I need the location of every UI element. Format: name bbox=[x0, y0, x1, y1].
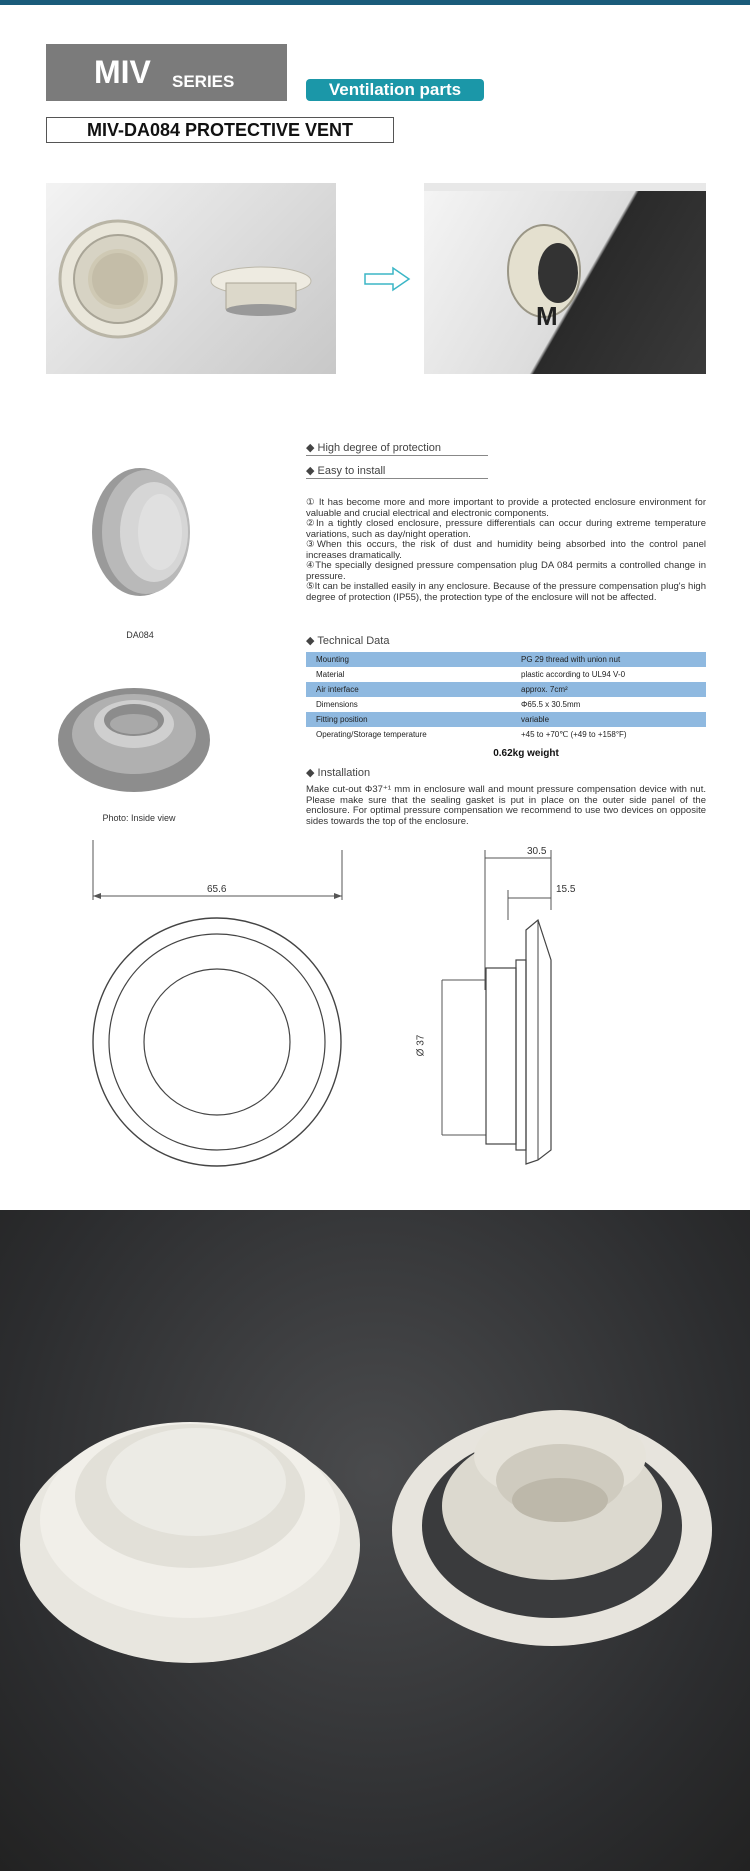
table-label: Dimensions bbox=[306, 697, 511, 712]
table-value: Φ65.5 x 30.5mm bbox=[511, 697, 706, 712]
product-closeup-photo bbox=[0, 1210, 750, 1871]
series-main: MIV bbox=[94, 54, 151, 90]
table-value: approx. 7cm² bbox=[511, 682, 706, 697]
table-label: Operating/Storage temperature bbox=[306, 727, 511, 742]
photo-overlay-letter: M bbox=[536, 301, 558, 331]
technical-table bbox=[306, 652, 706, 742]
table-value: variable bbox=[511, 712, 706, 727]
table-label: Fitting position bbox=[306, 712, 511, 727]
technical-heading: ◆ Technical Data bbox=[306, 635, 390, 647]
dim-side-total: 30.5 bbox=[527, 846, 547, 857]
description-paragraph: ②In a tightly closed enclosure, pressure differentials can occur during extreme temperature variations, such as day/night operation. bbox=[306, 518, 706, 540]
enclosure-illustration bbox=[424, 183, 706, 374]
dim-diameter: Ø 37 bbox=[415, 1034, 427, 1057]
table-value: +45 to +70℃ (+49 to +158°F) bbox=[511, 727, 706, 742]
vent-front-photo bbox=[74, 445, 204, 625]
dim-side-flange: 15.5 bbox=[556, 884, 576, 895]
table-label: Material bbox=[306, 667, 511, 682]
side-view-drawing bbox=[420, 850, 610, 1180]
description-paragraph: ⑤It can be installed easily in any enclosure. Because of the pressure compensation plug's high degree of protection (IP55), the protection type of the enclosure will not be affected. bbox=[306, 581, 706, 603]
installation-title: Installation bbox=[317, 767, 371, 779]
weight-label: 0.62kg weight bbox=[493, 748, 559, 759]
vent-inside-photo bbox=[54, 680, 214, 800]
installation-heading: ◆ Installation bbox=[306, 767, 371, 779]
top-accent-bar bbox=[0, 0, 750, 5]
feature-divider-2 bbox=[306, 478, 488, 479]
feature-protection-label: High degree of protection bbox=[317, 442, 442, 454]
table-row bbox=[306, 712, 706, 727]
feature-divider-1 bbox=[306, 455, 488, 456]
description-paragraph: ③When this occurs, the risk of dust and humidity being absorbed into the control panel increases dramatically. bbox=[306, 539, 706, 561]
description-paragraph: ④The specially designed pressure compensation plug DA 084 permits a controlled change in pressure. bbox=[306, 560, 706, 582]
table-label: Mounting bbox=[306, 652, 511, 667]
caption-front: DA084 bbox=[126, 630, 154, 640]
table-value: plastic according to UL94 V-0 bbox=[511, 667, 706, 682]
caption-inside: Photo: Inside view bbox=[102, 813, 176, 823]
arrow-right-icon bbox=[363, 266, 411, 292]
category-pill: Ventilation parts bbox=[306, 79, 484, 101]
product-photo-3d bbox=[46, 183, 336, 374]
dim-front-width: 65.6 bbox=[207, 884, 227, 895]
vent-render-illustration bbox=[46, 183, 336, 374]
table-row bbox=[306, 682, 706, 697]
vent-pair-illustration bbox=[0, 1210, 750, 1871]
series-sub: SERIES bbox=[172, 72, 235, 91]
table-row bbox=[306, 727, 706, 742]
series-badge bbox=[46, 44, 287, 101]
feature-install: ◆ Easy to install bbox=[306, 465, 386, 477]
technical-title: Technical Data bbox=[317, 635, 390, 647]
table-label: Air interface bbox=[306, 682, 511, 697]
product-title: MIV-DA084 PROTECTIVE VENT bbox=[46, 117, 394, 143]
feature-install-label: Easy to install bbox=[317, 465, 386, 477]
description-paragraph: ① It has become more and more important to provide a protected enclosure environment for valuable and crucial electrical and electronic components. bbox=[306, 497, 706, 519]
feature-protection: ◆ High degree of protection bbox=[306, 442, 442, 454]
table-row bbox=[306, 697, 706, 712]
description-block bbox=[306, 498, 706, 603]
table-row bbox=[306, 652, 706, 667]
table-row bbox=[306, 667, 706, 682]
table-value: PG 29 thread with union nut bbox=[511, 652, 706, 667]
installation-text: Make cut-out Φ37⁺¹ mm in enclosure wall and mount pressure compensation device with nut. Please make sure that the sealing gasket is put in place on the outer side panel of the enclosure. For optimal pressure compensation we recommend to use two devices on opposite sides towards the top of the enclosure. bbox=[306, 784, 706, 827]
installed-photo bbox=[424, 183, 706, 374]
